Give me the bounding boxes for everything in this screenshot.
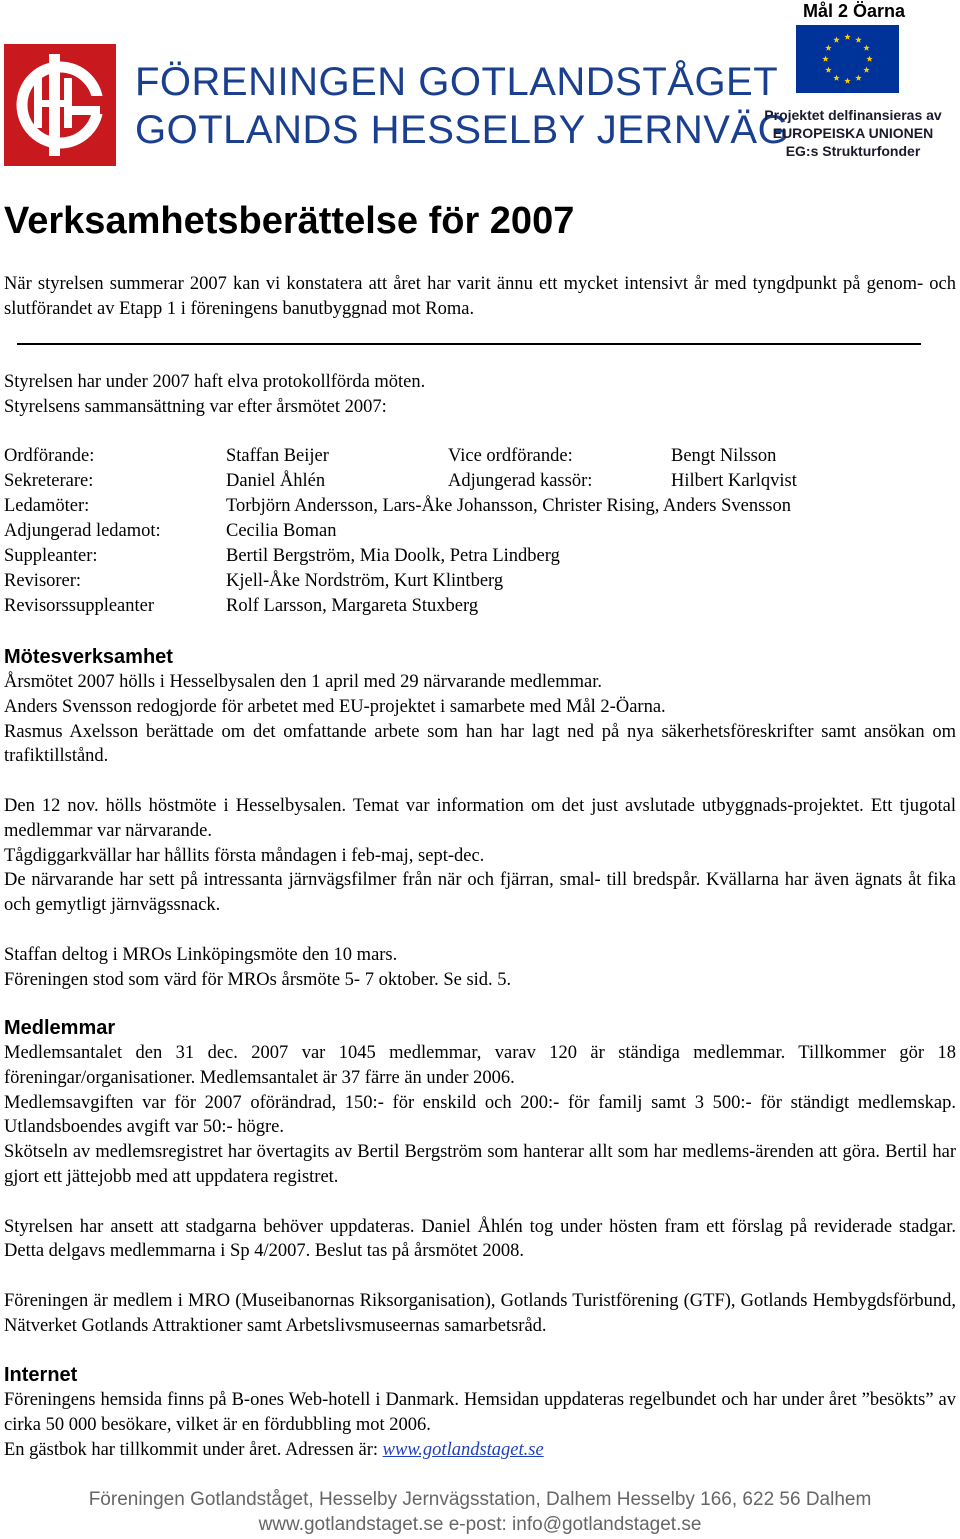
eu-line2: EUROPEISKA UNIONEN (772, 125, 934, 141)
meetings-heading: Mötesverksamhet (4, 646, 173, 668)
eu-flag-icon (796, 25, 899, 93)
role-label: Sekreterare: (4, 471, 94, 491)
paragraph: De närvarande har sett på intressanta järnvägsfilmer från när och fjärran, smal- till bredspår. Kvällarna har även ägnats åt fika och gemytligt järnvägssnack. (4, 870, 956, 916)
paragraph: Rasmus Axelsson berättade om det omfattande arbete som han har lagt ned på nya säkerhetsföreskrifter samt ansökan om trafiktillstånd. (4, 721, 956, 767)
paragraph: Föreningen är medlem i MRO (Museibanornas Riksorganisation), Gotlands Turistförening (GTF), Gotlands Hembygdsförbund, Nätverket Gotlands Attraktioner samt Arbetslivsmuseernas samarbetsråd. (4, 1290, 956, 1336)
internet-heading: Internet (4, 1364, 78, 1386)
divider-line (17, 343, 921, 345)
role-name: Bertil Bergström, Mia Doolk, Petra Lindberg (226, 546, 560, 566)
role-label: Revisorer: (4, 571, 82, 591)
role-row (4, 569, 956, 594)
role-label: Suppleanter: (4, 546, 98, 566)
role-name: Daniel Åhlén (226, 471, 326, 491)
eu-line3: EG:s Strukturfonder (785, 143, 921, 159)
paragraph: Föreningen stod som värd för MROs årsmöte 5- 7 oktober. Se sid. 5. (4, 969, 512, 990)
paragraph: Staffan deltog i MROs Linköpingsmöte den 10 mars. (4, 944, 398, 965)
organisation-title (135, 58, 789, 154)
paragraph: Medlemsavgiften var för 2007 oförändrad, 150:- för enskild och 200:- för familj samt 3 500:- för ständigt medlemskap. Utlandsboendes avgift var 50:- högre. (4, 1092, 956, 1138)
org-title-line1: FÖRENINGEN GOTLANDSTÅGET (135, 60, 779, 104)
eu-line1: Projektet delfinansieras av (764, 107, 942, 123)
role-row (4, 544, 956, 569)
intro-section (4, 272, 956, 322)
mal2-label: Mål 2 Öarna (802, 1, 905, 21)
role-row (4, 444, 956, 469)
guestbook-text: En gästbok har tillkommit under året. Adressen är: (4, 1439, 383, 1460)
role-row (4, 469, 956, 494)
role-label: Revisorssuppleanter (4, 596, 155, 616)
role-name: Hilbert Karlqvist (671, 471, 797, 491)
document-title: Verksamhetsberättelse för 2007 (4, 200, 575, 242)
role-row (4, 594, 956, 619)
org-title-line2: GOTLANDS HESSELBY JERNVÄG (135, 108, 790, 152)
board-intro (4, 370, 956, 420)
paragraph: Medlemsantalet den 31 dec. 2007 var 1045 medlemmar, varav 120 är ständiga medlemmar. Tillkommer gör 18 föreningar/organisationer. Medlemsantalet är 37 färre än under 2006. (4, 1043, 956, 1088)
role-label: Adjungerad ledamot: (4, 521, 161, 541)
paragraph: Skötseln av medlemsregistret har övertagits av Bertil Bergström som hanterar allt som har medlems-ärenden att göra. Bertil har gjort ett jättejobb med att uppdatera registret. (4, 1142, 956, 1187)
ghj-logo-icon (4, 44, 116, 166)
role-name: Kjell-Åke Nordström, Kurt Klintberg (226, 571, 504, 591)
footer-contact: www.gotlandstaget.se e-post: info@gotlandstaget.se (258, 1514, 702, 1535)
role-name: Bengt Nilsson (671, 446, 777, 466)
members-section (4, 1016, 956, 1339)
paragraph: Föreningens hemsida finns på B-ones Web-hotell i Danmark. Hemsidan uppdateras regelbundet och har under året ”besökts” av cirka 50 000 besökare, vilket är en fördubbling mot 2006. (4, 1390, 956, 1435)
role-name: Torbjörn Andersson, Lars-Åke Johansson, Christer Rising, Anders Svensson (226, 496, 791, 516)
meetings-section (4, 645, 956, 992)
website-link[interactable]: www.gotlandstaget.se (382, 1439, 544, 1460)
role-row (4, 519, 956, 544)
footer-address: Föreningen Gotlandståget, Hesselby Jernvägsstation, Dalhem Hesselby 166, 622 56 Dalhem (88, 1489, 872, 1510)
board-composition-text: Styrelsens sammansättning var efter årsmötet 2007: (4, 396, 387, 417)
role-name: Cecilia Boman (226, 521, 337, 541)
role-name: Rolf Larsson, Margareta Stuxberg (226, 596, 479, 616)
intro-paragraph: När styrelsen summerar 2007 kan vi konstatera att året har varit ännu ett mycket intensivt år med tyngdpunkt på genom- och slutförandet av Etapp 1 i föreningens banutbyggnad mot Roma. (4, 274, 956, 319)
paragraph: Tågdiggarkvällar har hållits första måndagen i feb-maj, sept-dec. (4, 845, 485, 866)
paragraph: Styrelsen har ansett att stadgarna behöver uppdateras. Daniel Åhlén tog under hösten fram ett förslag på reviderade stadgar. Detta delgavs medlemmarna i Sp 4/2007. Beslut tas på årsmötet 2008. (4, 1216, 956, 1262)
role-label: Ledamöter: (4, 496, 90, 516)
role-name: Staffan Beijer (226, 446, 329, 466)
role-label: Adjungerad kassör: (448, 471, 593, 491)
paragraph: Anders Svensson redogjorde för arbetet med EU-projektet i samarbete med Mål 2-Öarna. (4, 696, 666, 717)
internet-section (4, 1363, 956, 1462)
paragraph: Årsmötet 2007 hölls i Hesselbysalen den 1 april med 29 närvarande medlemmar. (4, 672, 603, 692)
role-row (4, 494, 956, 519)
role-label: Vice ordförande: (448, 446, 573, 466)
members-heading: Medlemmar (4, 1017, 116, 1039)
paragraph (4, 1438, 956, 1463)
footer (0, 1487, 960, 1537)
eu-funding-note (748, 106, 958, 160)
role-label: Ordförande: (4, 446, 95, 466)
board-meetings-text: Styrelsen har under 2007 haft elva protokollförda möten. (4, 372, 426, 392)
paragraph: Den 12 nov. hölls höstmöte i Hesselbysalen. Temat var information om det just avslutade utbyggnads-projektet. Ett tjugotal medlemmar var närvarande. (4, 795, 956, 841)
board-roles-table (4, 444, 956, 619)
